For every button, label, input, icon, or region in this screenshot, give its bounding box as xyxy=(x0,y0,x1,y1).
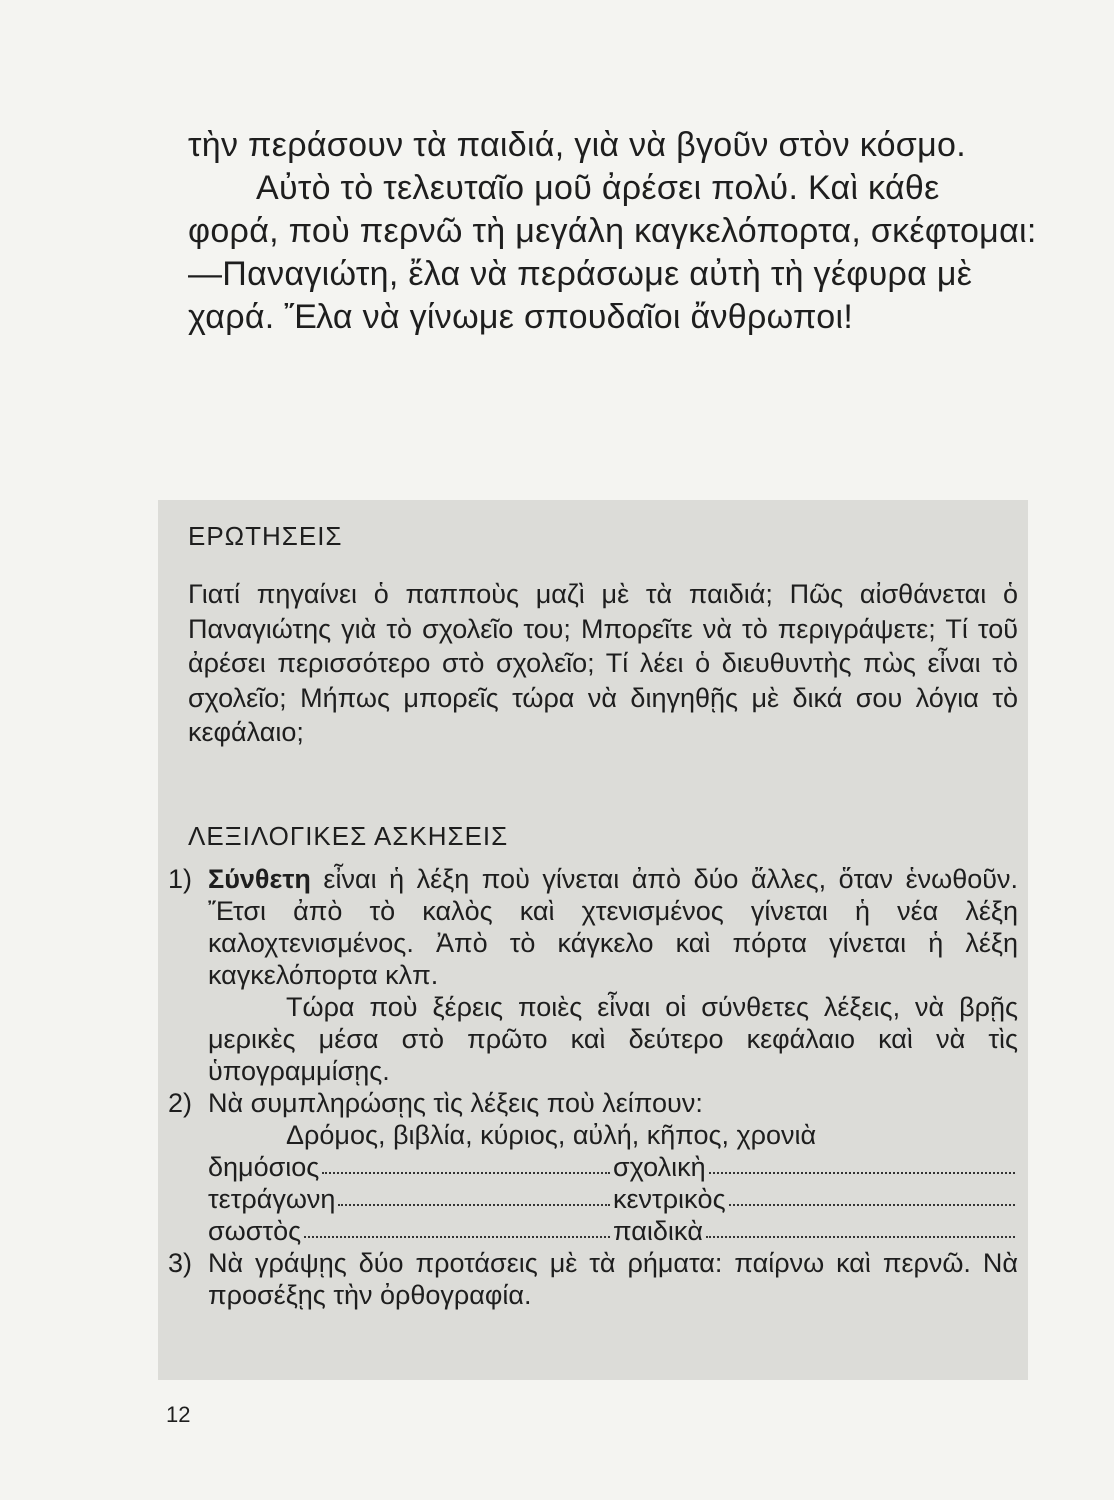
story-dialogue: —Παναγιώτη, ἔλα νὰ περάσωμε αὐτὴ τὴ γέφυρα μὲ χαρά. Ἔλα νὰ γίνωμε σπουδαῖοι ἄνθρωποι! xyxy=(188,255,973,336)
exercise-number: 2) xyxy=(168,1088,193,1118)
blank-line xyxy=(338,1183,610,1206)
fill-row xyxy=(208,1215,1018,1247)
fill-word: δημόσιος xyxy=(208,1152,320,1182)
blank-line xyxy=(304,1215,610,1238)
story-paragraph-1: τὴν περάσουν τὰ παιδιά, γιὰ νὰ βγοῦν στὸν κόσμο. xyxy=(188,126,966,164)
fill-row xyxy=(208,1183,1018,1215)
exercise-3 xyxy=(168,1247,1018,1311)
exercise-number: 3) xyxy=(168,1248,193,1278)
exercise-term: Σύνθετη xyxy=(208,864,311,894)
blank-line xyxy=(729,1183,1015,1206)
questions-text: Γιατί πηγαίνει ὁ παπποὺς μαζὶ μὲ τὰ παιδιά; Πῶς αἰσθάνεται ὁ Παναγιώτης γιὰ τὸ σχολεῖο του; Μπορεῖτε νὰ τὸ περιγράψετε; Τί τοῦ ἀρέσει περισσότερο στὸ σχολεῖο; Τί λέει ὁ διευθυντὴς πὼς εἶναι τὸ σχολεῖο; Μήπως μπορεῖς τώρα νὰ διηγηθῇς μὲ δικά σου λόγια τὸ κεφάλαιο; xyxy=(188,579,1018,747)
exercise-instruction: Νὰ συμπληρώσῃς τὶς λέξεις ποὺ λείπουν: xyxy=(208,1088,703,1118)
fill-word: κεντρικὸς xyxy=(613,1184,726,1214)
fill-word: σχολικὴ xyxy=(613,1152,706,1182)
exercise-text-2: Τώρα ποὺ ξέρεις ποιὲς εἶναι οἱ σύνθετες λέξεις, νὰ βρῇς μερικὲς μέσα στὸ πρῶτο καὶ δεύτερο κεφάλαιο καὶ νὰ τὶς ὑπογραμμίσῃς. xyxy=(208,992,1018,1086)
exercise-text: εἶναι ἡ λέξη ποὺ γίνεται ἀπὸ δύο ἄλλες, ὅταν ἑνωθοῦν. Ἔτσι ἀπὸ τὸ καλὸς καὶ χτενισμένος γίνεται ἡ νέα λέξη καλοχτενισμένος. Ἀπὸ τὸ κάγκελο καὶ πόρτα γίνεται ἡ λέξη καγκελόπορτα κλπ. xyxy=(208,864,1018,990)
exercises-list xyxy=(168,863,1018,1311)
fill-word: παιδικὰ xyxy=(613,1216,703,1246)
exercise-2 xyxy=(168,1087,1018,1247)
fill-word: τετράγωνη xyxy=(208,1184,336,1214)
blank-line xyxy=(709,1151,1015,1174)
fill-word: σωστὸς xyxy=(208,1216,302,1246)
exercise-1 xyxy=(168,863,1018,1087)
blank-line xyxy=(322,1151,610,1174)
questions-heading: ΕΡΩΤΗΣΕΙΣ xyxy=(188,521,343,551)
exercises-heading: ΛΕΞΙΛΟΓΙΚΕΣ ΑΣΚΗΣΕΙΣ xyxy=(188,821,509,851)
blank-line xyxy=(706,1215,1015,1238)
word-bank: Δρόμος, βιβλία, κύριος, αὐλή, κῆπος, χρονιὰ xyxy=(286,1120,817,1150)
fill-row xyxy=(208,1151,1018,1183)
page-number: 12 xyxy=(166,1402,191,1427)
exercise-text: Νὰ γράψῃς δύο προτάσεις μὲ τὰ ρήματα: παίρνω καὶ περνῶ. Νὰ προσέξῃς τὴν ὀρθογραφία. xyxy=(208,1248,1018,1310)
story-text xyxy=(188,124,1038,339)
exercise-number: 1) xyxy=(168,864,193,894)
story-paragraph-2: Αὐτὸ τὸ τελευταῖο μοῦ ἀρέσει πολύ. Καὶ κάθε φορά, ποὺ περνῶ τὴ μεγάλη καγκελόπορτα, σκέφτομαι: xyxy=(188,169,1037,250)
